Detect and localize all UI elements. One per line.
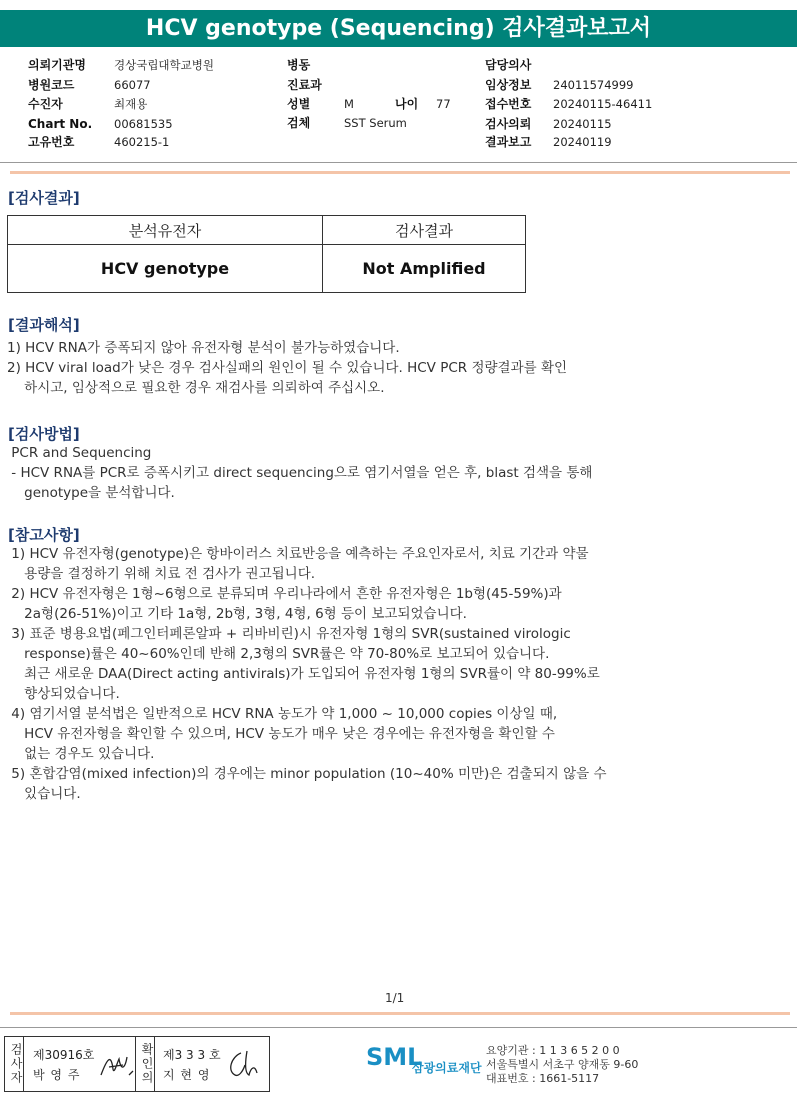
- age-label: 나이: [395, 97, 419, 111]
- ward-label-text: 병동: [287, 58, 311, 72]
- inspector-label: 검사자: [5, 1037, 24, 1091]
- hospital-code-value: 66077: [114, 78, 151, 92]
- chart-no-value: 00681535: [114, 117, 173, 131]
- notes-heading: [참고사항]: [8, 526, 80, 544]
- report-date-label: 결과보고: [485, 135, 532, 149]
- col-gene-header: 분석유전자: [8, 216, 323, 245]
- note-line: 향상되었습니다.: [7, 686, 120, 702]
- doctor-label: 담당의사: [485, 58, 532, 72]
- header-row-institution: [28, 58, 214, 72]
- interpretation-line: 하시고, 임상적으로 필요한 경우 재검사를 의뢰하여 주십시오.: [7, 380, 385, 396]
- address-line: 서울특별시 서초구 양재동 9-60: [486, 1058, 639, 1071]
- method-heading: [검사방법]: [8, 425, 80, 443]
- method-line: genotype을 분석합니다.: [7, 485, 175, 501]
- header-row-receipt-no: [485, 97, 652, 111]
- receipt-no-value: 20240115-46411: [553, 97, 653, 111]
- interpretation-line: 2) HCV viral load가 낮은 경우 검사실패의 원인이 될 수 있습니다. HCV PCR 정량결과를 확인: [7, 360, 568, 376]
- dept-label: 진료과: [287, 78, 322, 92]
- hospital-code-label: 병원코드: [28, 78, 75, 92]
- inspector-license: 제30916호: [33, 1048, 95, 1062]
- clinical-info-value: 24011574999: [553, 78, 634, 92]
- request-date-value: 20240115: [553, 117, 612, 131]
- header-row-patient: [28, 97, 147, 111]
- sex-value: M: [344, 97, 354, 111]
- receipt-no-label: 접수번호: [485, 97, 532, 111]
- note-line: 최근 새로운 DAA(Direct acting antivirals)가 도입되어 유전자형 1형의 SVR률이 약 80-99%로: [7, 666, 600, 682]
- note-line: 있습니다.: [7, 786, 81, 802]
- signature-box: [4, 1036, 270, 1092]
- col-result-header: 검사결과: [323, 216, 526, 245]
- note-line: response)률은 40~60%인데 반해 2,3형의 SVR률은 약 70-80%로 보고되어 있습니다.: [7, 646, 550, 662]
- note-line: 2a형(26-51%)이고 기타 1a형, 2b형, 3형, 4형, 6형 등이 보고되었습니다.: [7, 606, 467, 622]
- header-row-report-date: [485, 135, 612, 149]
- sex-label: 성별: [287, 97, 311, 111]
- patient-value: 최재용: [114, 97, 148, 111]
- page-number: 1/1: [385, 991, 405, 1005]
- header-row-request-date: [485, 117, 612, 131]
- gene-cell: HCV genotype: [8, 245, 323, 293]
- header-row-clinical-info: [485, 78, 633, 92]
- method-body: [7, 443, 592, 503]
- org-name: 삼광의료재단: [412, 1061, 482, 1075]
- header-row-chart-no: [28, 117, 173, 131]
- specimen-label: 검체: [287, 116, 311, 130]
- method-line: - HCV RNA를 PCR로 증폭시키고 direct sequencing으로 염기서열을 얻은 후, blast 검색을 통해: [7, 465, 593, 481]
- request-date-label: 검사의뢰: [485, 117, 532, 131]
- header-row-unique-no: [28, 135, 169, 149]
- header-accent-divider: [10, 171, 790, 174]
- confirmer-label: 확인의: [135, 1037, 155, 1091]
- address-line: 요양기관 : 1 1 3 6 5 2 0 0: [486, 1044, 620, 1057]
- interpretation-body: [7, 338, 567, 398]
- footer-divider: [0, 1027, 797, 1028]
- header-divider: [0, 162, 797, 163]
- header-row-hospital-code: [28, 78, 151, 92]
- interpretation-line: 1) HCV RNA가 증폭되지 않아 유전자형 분석이 불가능하였습니다.: [7, 340, 400, 356]
- interpretation-heading: [결과해석]: [8, 316, 80, 334]
- confirmer-signature: [223, 1047, 263, 1083]
- institution-value: 경상국립대학교병원: [114, 58, 214, 72]
- note-line: 5) 혼합감염(mixed infection)의 경우에는 minor population (10~40% 미만)은 검출되지 않을 수: [7, 766, 607, 782]
- unique-no-value: 460215-1: [114, 135, 170, 149]
- method-line: PCR and Sequencing: [7, 445, 152, 461]
- sml-logo: SML: [366, 1043, 423, 1071]
- address-line: 대표번호 : 1661-5117: [486, 1072, 600, 1085]
- results-table: [7, 215, 526, 293]
- inspector-signature: [97, 1049, 137, 1081]
- footer-accent-divider: [10, 1012, 790, 1015]
- specimen-value: SST Serum: [344, 116, 407, 130]
- note-line: 2) HCV 유전자형은 1형~6형으로 분류되며 우리나라에서 흔한 유전자형은 1b형(45-59%)과: [7, 586, 562, 602]
- note-line: 4) 염기서열 분석법은 일반적으로 HCV RNA 농도가 약 1,000 ~ 10,000 copies 이상일 때,: [7, 706, 558, 722]
- note-line: 3) 표준 병용요법(페그인터페론알파 + 리바비린)시 유전자형 1형의 SVR(sustained virologic: [7, 626, 571, 642]
- note-line: 용량을 결정하기 위해 치료 전 검사가 권고됩니다.: [7, 566, 316, 582]
- confirmer-license: 제3 3 3 호: [163, 1048, 221, 1062]
- clinical-info-label: 임상정보: [485, 78, 532, 92]
- unique-no-label: 고유번호: [28, 135, 75, 149]
- age-value: 77: [436, 97, 451, 111]
- results-heading: [검사결과]: [8, 189, 80, 207]
- notes-body: [7, 544, 607, 804]
- inspector-name: 박 영 주: [33, 1068, 81, 1082]
- header-row-doctor: [485, 58, 553, 72]
- confirmer-name: 지 현 영: [163, 1068, 211, 1082]
- report-date-value: 20240119: [553, 135, 612, 149]
- report-title: HCV genotype (Sequencing) 검사결과보고서: [0, 10, 797, 47]
- note-line: 없는 경우도 있습니다.: [7, 746, 155, 762]
- patient-label: 수진자: [28, 97, 63, 111]
- note-line: 1) HCV 유전자형(genotype)은 항바이러스 치료반응을 예측하는 주요인자로서, 치료 기간과 약물: [7, 546, 589, 562]
- note-line: HCV 유전자형을 확인할 수 있으며, HCV 농도가 매우 낮은 경우에는 유전자형을 확인할 수: [7, 726, 555, 742]
- institution-label: 의뢰기관명: [28, 58, 86, 72]
- result-cell: Not Amplified: [323, 245, 526, 293]
- chart-no-label: Chart No.: [28, 117, 93, 131]
